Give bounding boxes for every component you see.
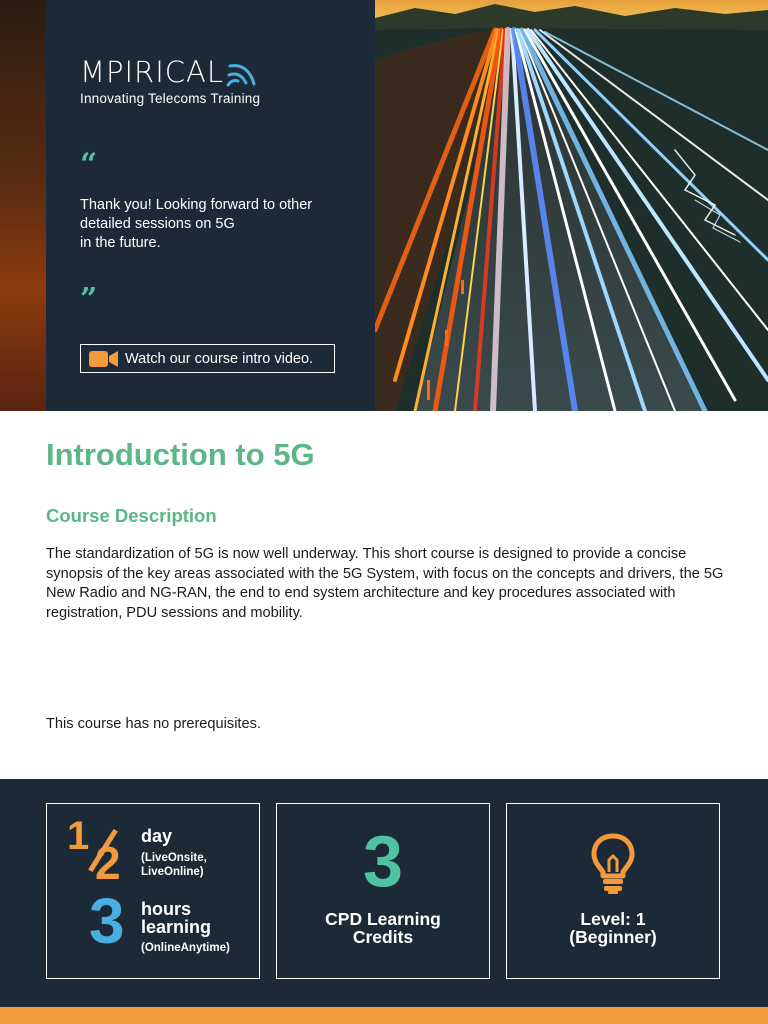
hours-unit-label: hours learning bbox=[141, 899, 212, 937]
fraction-denominator: 2 bbox=[95, 837, 121, 889]
video-button-label: Watch our course intro video. bbox=[125, 350, 314, 367]
half-fraction bbox=[65, 814, 135, 889]
testimonial-text: Thank you! Looking forward to other detailed sessions on 5G in the future. bbox=[80, 197, 313, 251]
open-quote-icon: “ bbox=[80, 147, 98, 182]
cpd-credits-label: CPD Learning Credits bbox=[325, 909, 441, 947]
video-camera-icon bbox=[89, 350, 119, 368]
course-description-text: The standardization of 5G is now well underway. This short course is designed to provide a concise synopsis of the key areas associated with the 5G System, with focus on the concepts and drivers, the 5G New Radio and NG-RAN, the end to end system architecture and key procedures associated with registration, PDU sessions and mobility. bbox=[46, 546, 724, 621]
light-trails-photo bbox=[375, 0, 768, 411]
hero-left-photo-strip bbox=[0, 0, 46, 411]
close-quote-icon: ” bbox=[80, 282, 98, 317]
brand-tagline: Innovating Telecoms Training bbox=[80, 91, 261, 106]
hours-delivery-mode: (OnlineAnytime) bbox=[141, 942, 230, 954]
course-stats-footer bbox=[0, 779, 768, 1007]
lightbulb-icon bbox=[589, 832, 637, 894]
brand-logo bbox=[80, 56, 256, 88]
duration-card bbox=[46, 803, 260, 979]
level-label: Level: 1 (Beginner) bbox=[569, 909, 657, 947]
hours-value: 3 bbox=[89, 885, 125, 957]
logo-wordmark: MPIRICAL bbox=[80, 55, 225, 89]
fraction-numerator: 1 bbox=[67, 814, 90, 858]
prerequisites-text: This course has no prerequisites. bbox=[46, 716, 261, 732]
level-card bbox=[506, 803, 720, 979]
watch-intro-video-button[interactable] bbox=[80, 344, 335, 373]
cpd-credits-card bbox=[276, 803, 490, 979]
day-unit-label: day bbox=[141, 826, 173, 846]
cpd-credits-value: 3 bbox=[362, 822, 404, 902]
signal-wave-icon bbox=[226, 59, 256, 87]
footer-accent-bar bbox=[0, 1007, 768, 1024]
hero-banner bbox=[0, 0, 768, 411]
testimonial-panel bbox=[46, 0, 375, 411]
day-delivery-modes: (LiveOnsite, LiveOnline) bbox=[141, 852, 207, 878]
course-title: Introduction to 5G bbox=[46, 437, 315, 472]
course-description-heading: Course Description bbox=[46, 505, 217, 526]
